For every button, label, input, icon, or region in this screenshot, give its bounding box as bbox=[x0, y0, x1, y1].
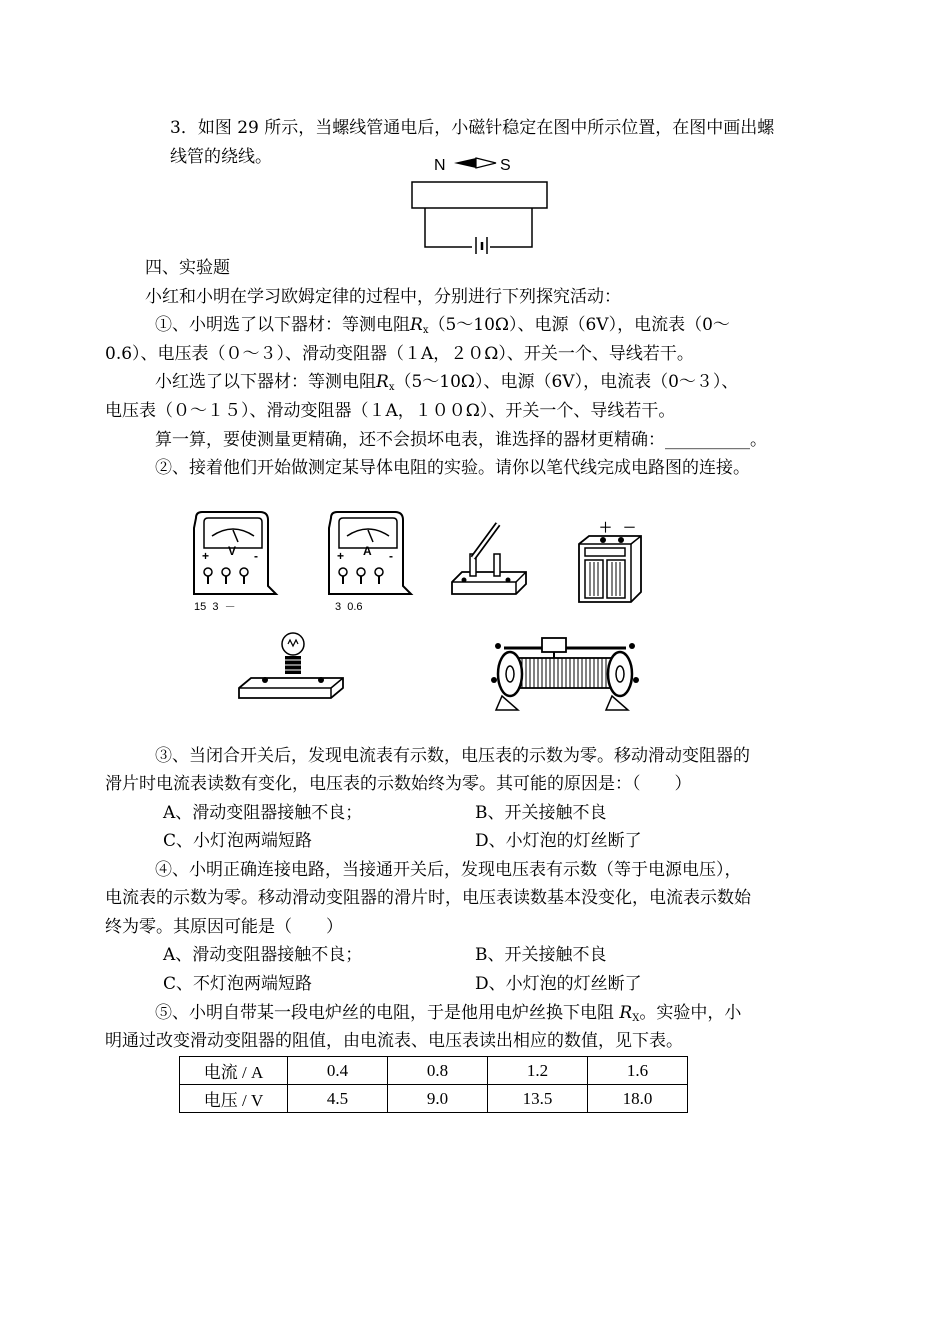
table-cell: 13.5 bbox=[488, 1085, 588, 1113]
ammeter-figure bbox=[323, 508, 413, 618]
rheostat-terminal-bottom-left[interactable] bbox=[491, 677, 497, 683]
switch-figure[interactable] bbox=[450, 520, 530, 600]
q5-line2: 滑片时电流表读数有变化，电压表的示数始终为零。其可能的原因是：（ ） bbox=[105, 774, 692, 794]
q7-line2: 明通过改变滑动变阻器的阻值，由电流表、电压表读出相应的数值，见下表。 bbox=[105, 1031, 683, 1051]
battery-plus-label: ＋ bbox=[599, 520, 613, 535]
solenoid-tube bbox=[412, 182, 547, 208]
rheostat-figure bbox=[490, 634, 640, 714]
light-bulb-icon bbox=[282, 633, 304, 655]
rheostat-slider[interactable] bbox=[542, 638, 566, 652]
table-cell: 9.0 bbox=[388, 1085, 488, 1113]
pole-n-label: N bbox=[434, 157, 446, 174]
ammeter-terminal-labels: 3 0.6 bbox=[335, 601, 363, 613]
table-row-label: 电流 / A bbox=[180, 1057, 288, 1085]
ammeter-terminal-06[interactable] bbox=[357, 568, 365, 576]
q3-line1: 3．如图 29 所示，当螺线管通电后，小磁针稳定在图中所示位置，在图中画出螺 bbox=[170, 118, 775, 138]
rheostat-terminal-top-left[interactable] bbox=[495, 643, 501, 649]
voltmeter-terminal-3[interactable] bbox=[222, 568, 230, 576]
p4-text: ②、接着他们开始做测定某导体电阻的实验。请你以笔代线完成电路图的连接。 bbox=[155, 458, 750, 478]
table-cell: 0.8 bbox=[388, 1057, 488, 1085]
q6-line2: 电流表的示数为零。移动滑动变阻器的滑片时，电压表读数基本没变化，电流表示数始 bbox=[105, 888, 751, 908]
table-row bbox=[180, 1085, 688, 1113]
voltmeter-terminal-minus[interactable] bbox=[240, 568, 248, 576]
q3-line2: 线管的绕线。 bbox=[170, 147, 272, 167]
q6-option-b[interactable]: B、开关接触不良 bbox=[475, 945, 607, 965]
table-cell: 0.4 bbox=[288, 1057, 388, 1085]
data-table bbox=[179, 1056, 688, 1113]
q6-line1: ④、小明正确连接电路，当接通开关后，发现电压表有示数（等于电源电压）， bbox=[155, 860, 742, 880]
q7-line1: ⑤、小明自带某一段电炉丝的电阻，于是他用电炉丝换下电阻 $R_X$。实验中，小 bbox=[155, 1003, 742, 1024]
svg-text:+: + bbox=[202, 549, 210, 563]
rheostat-terminal-bottom-right[interactable] bbox=[633, 677, 639, 683]
ammeter-terminal-minus[interactable] bbox=[375, 568, 383, 576]
table-row-label: 电压 / V bbox=[180, 1085, 288, 1113]
voltmeter-figure bbox=[188, 508, 278, 618]
table-row bbox=[180, 1057, 688, 1085]
q5-option-c[interactable]: C、小灯泡两端短路 bbox=[163, 831, 313, 851]
p2-line1: 小红选了以下器材：等测电阻$R_x(5\sim 10\Omega)$、电源（6V），电流表（0～３）、 bbox=[155, 372, 739, 393]
ammeter-letter: A bbox=[363, 544, 372, 558]
q6-option-a[interactable]: A、滑动变阻器接触不良； bbox=[163, 945, 363, 965]
svg-text:-: - bbox=[254, 549, 258, 563]
battery-positive-terminal[interactable] bbox=[600, 537, 606, 543]
intro-text: 小红和小明在学习欧姆定律的过程中，分别进行下列探究活动： bbox=[145, 287, 621, 307]
voltmeter-terminal-labels: 15 3 － bbox=[194, 601, 236, 613]
q6-option-c[interactable]: C、不灯泡两端短路 bbox=[163, 974, 313, 994]
lamp-terminal-right[interactable] bbox=[318, 677, 324, 683]
table-cell: 18.0 bbox=[588, 1085, 688, 1113]
ammeter-terminal-3[interactable] bbox=[339, 568, 347, 576]
p3-text: 算一算，要使测量更精确，还不会损坏电表，谁选择的器材更精确：__________。 bbox=[155, 430, 767, 450]
p2-line2: 电压表（０～１５）、滑动变阻器（１A，１００Ω）、开关一个、导线若干。 bbox=[105, 401, 676, 421]
q6-line3: 终为零。其原因可能是（ ） bbox=[105, 917, 343, 937]
p1-line2: 0.6）、电压表（０～３）、滑动变阻器（１A，２０Ω）、开关一个、导线若干。 bbox=[105, 344, 694, 364]
rheostat-terminal-top-right[interactable] bbox=[629, 643, 635, 649]
battery-figure bbox=[573, 518, 653, 613]
battery-symbol-icon bbox=[472, 237, 490, 254]
q5-option-b[interactable]: B、开关接触不良 bbox=[475, 803, 607, 823]
p1-line1: ①、小明选了以下器材：等测电阻$R_x(5\sim 10\Omega)$、电源（6V），电流表（0～ bbox=[155, 315, 730, 336]
compass-needle-icon bbox=[454, 158, 496, 168]
svg-text:-: - bbox=[389, 549, 393, 563]
solenoid-figure bbox=[410, 150, 550, 250]
table-cell: 4.5 bbox=[288, 1085, 388, 1113]
battery-negative-terminal[interactable] bbox=[618, 537, 624, 543]
section-title: 四、实验题 bbox=[145, 258, 230, 278]
voltmeter-letter: V bbox=[228, 544, 237, 558]
table-cell: 1.2 bbox=[488, 1057, 588, 1085]
q5-option-a[interactable]: A、滑动变阻器接触不良； bbox=[163, 803, 363, 823]
voltmeter-terminal-15[interactable] bbox=[204, 568, 212, 576]
pole-s-label: S bbox=[500, 157, 511, 174]
table-cell: 1.6 bbox=[588, 1057, 688, 1085]
svg-text:+: + bbox=[337, 549, 345, 563]
battery-minus-label: － bbox=[623, 520, 637, 535]
q6-option-d[interactable]: D、小灯泡的灯丝断了 bbox=[475, 974, 642, 994]
q5-option-d[interactable]: D、小灯泡的灯丝断了 bbox=[475, 831, 642, 851]
lamp-figure bbox=[237, 630, 347, 700]
q5-line1: ③、当闭合开关后，发现电流表有示数，电压表的示数为零。移动滑动变阻器的 bbox=[155, 746, 750, 766]
lamp-terminal-left[interactable] bbox=[262, 677, 268, 683]
